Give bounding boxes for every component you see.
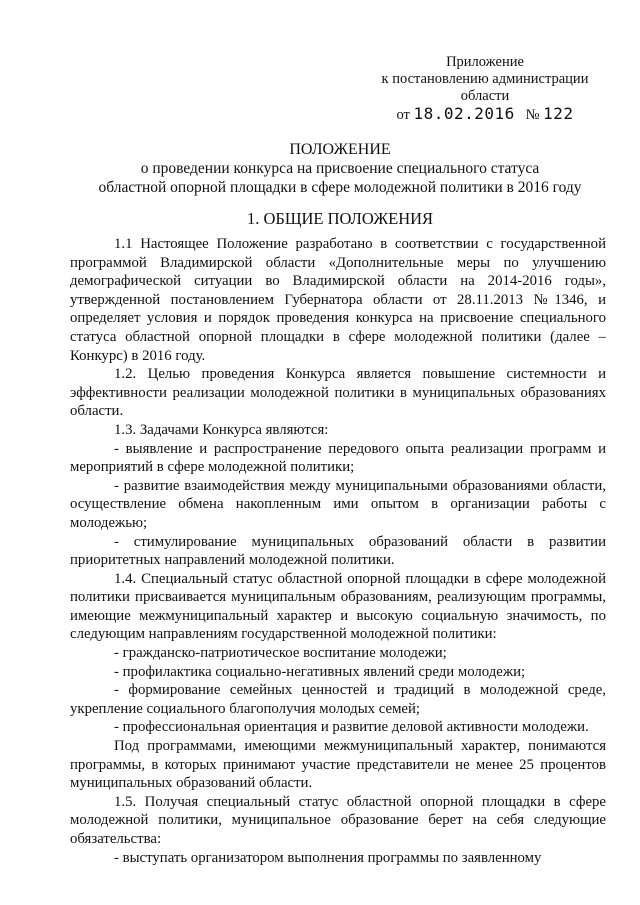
direction-item-4: - профессиональная ориентация и развитие деловой активности молодежи.	[114, 719, 589, 736]
direction-item-1: - гражданско-патриотическое воспитание молодежи;	[114, 645, 447, 662]
task-item-3: - стимулирование муниципальных образований области в развитии приоритетных направлений молодежной политики.	[70, 533, 606, 569]
direction-item-3: - формирование семейных ценностей и традиций в молодежной среде, укрепление социального благополучия молодых семей;	[70, 682, 606, 717]
task-item-2: - развитие взаимодействия между муниципальными образованиями области, осуществление обмена накопленным ими опытом в организации работы с молодежью;	[70, 477, 606, 531]
section-heading: 1. ОБЩИЕ ПОЛОЖЕНИЯ	[246, 209, 434, 228]
appendix-resolution-label: к постановлению администрации	[381, 71, 589, 87]
title-heading: ПОЛОЖЕНИЕ	[289, 141, 391, 158]
paragraph-1-2: 1.2. Целью проведения Конкурса является повышение системности и эффективности реализации молодежной политики в муниципальных образованиях области.	[70, 366, 606, 420]
appendix-label: Приложение	[446, 54, 524, 70]
task-item-1: - выявление и распространение передового опыта реализации программ и мероприятий в сфере молодежной политики;	[70, 440, 606, 476]
title-subtitle-line1: о проведении конкурса на присвоение специального статуса	[140, 160, 540, 177]
obligation-item-1: - выступать организатором выполнения программы по заявленному	[114, 849, 542, 866]
paragraph-1-1: 1.1 Настоящее Положение разработано в соответствии с государственной программой Владимирской области «Дополнительные меры по улучшению демографической ситуации во Владимирской области на 2014-2016 годы», утвержденной постановлением Губернатора области от 28.11.2013 №1346, и определяет условия и порядок проведения конкурса на присвоение специального статуса областной опорной площадки в сфере молодежной политики (далее – Конкурс) в 2016 году.	[70, 236, 606, 364]
appendix-header	[380, 54, 590, 124]
resolution-number: 122	[543, 104, 574, 123]
appendix-region-label: области	[460, 88, 510, 104]
programs-definition: Под программами, имеющими межмуниципальный характер, понимаются программы, в которых принимают участие представители не менее 25 процентов муниципальных образований области.	[70, 738, 606, 792]
paragraph-1-4: 1.4. Специальный статус областной опорной площадки в сфере молодежной политики присваивается муниципальным образованиям, реализующим программы, имеющие межмуниципальный характер и высокую социальную значимость, по следующим направлениям государственной молодежной политики:	[70, 570, 606, 643]
title-subtitle-line2: областной опорной площадки в сфере молодежной политики в 2016 году	[98, 179, 582, 196]
resolution-date: 18.02.2016	[413, 104, 515, 123]
date-prefix: от	[396, 107, 410, 123]
direction-item-2: - профилактика социально-негативных явлений среди молодежи;	[114, 663, 526, 680]
paragraph-1-3: 1.3. Задачами Конкурса являются:	[114, 421, 329, 438]
number-prefix: №	[525, 107, 540, 123]
document-title	[60, 140, 620, 197]
appendix-date-number	[380, 105, 590, 124]
document-body	[70, 235, 606, 867]
paragraph-1-5: 1.5. Получая специальный статус областной опорной площадки в сфере молодежной политики, муниципальное образование берет на себя следующие обязательства:	[70, 793, 606, 847]
